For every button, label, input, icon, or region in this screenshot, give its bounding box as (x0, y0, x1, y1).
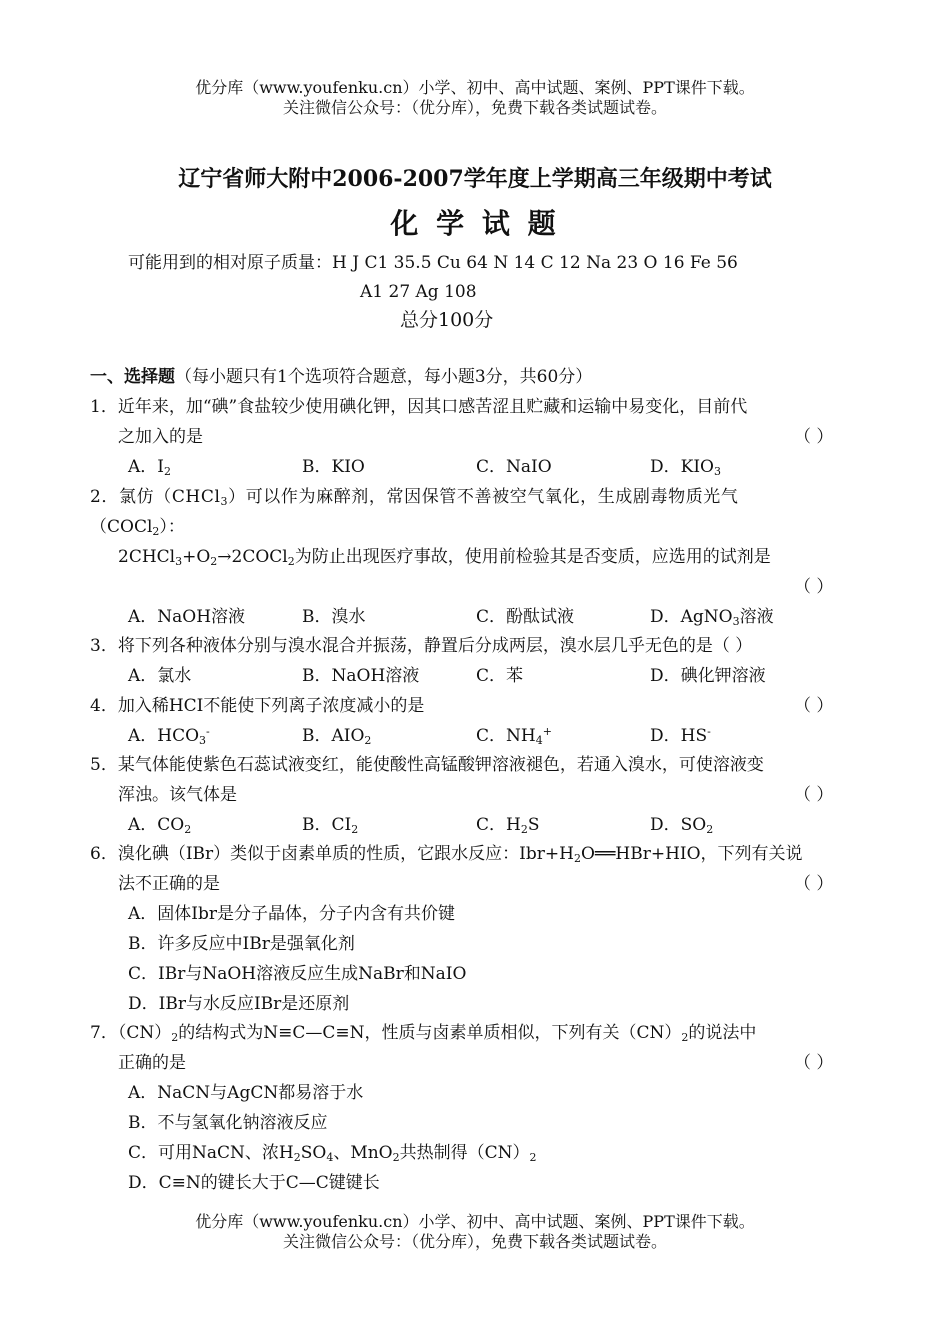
q7-option-a: A．NaCN与AgCN都易溶于水 (128, 1083, 364, 1103)
q6-option-a: A．固体Ibr是分子晶体，分子内含有共价键 (128, 904, 456, 924)
total-score: 总分100分 (400, 309, 494, 331)
q7-option-c: C．可用NaCN、浓$H_2SO_4$、MnO$_2$共热制得$(CN)_2$ (128, 1143, 537, 1164)
q6-line-1: 6．溴化碘（IBr）类似于卤素单质的性质，它跟水反应：$Ibr+H_2O══HBr+HIO$，下列有关说 (90, 844, 803, 865)
footer-line-1: 优分库（www.youfenku.cn）小学、初中、高中试题、案例、PPT课件下载。 (195, 1212, 755, 1231)
q1-answer-blank: （ ） (794, 427, 834, 447)
q7-option-d: D．C≡N的键长大于C—C键键长 (128, 1173, 380, 1193)
q1-option-b: B．KIO (302, 457, 365, 477)
q7-line-1: 7．$(CN)_2$的结构式为N≡C—C≡N，性质与卤素单质相似，下列有关$(CN)_2$的说法中 (90, 1023, 757, 1044)
q2-option-d: D．AgNO$_3$溶液 (650, 607, 774, 628)
q3-line-1: 3．将下列各种液体分别与溴水混合并振荡，静置后分成两层，溴水层几乎无色的是（ ） (90, 636, 753, 656)
q5-option-d: D．$SO_2$ (650, 815, 714, 836)
q6-option-c: C．IBr与NaOH溶液反应生成NaBr和NaIO (128, 964, 467, 984)
q5-line-2: 浑浊。该气体是 (118, 785, 237, 805)
q1-line-1: 1．近年来，加“碘”食盐较少使用碘化钾，因其口感苦涩且贮藏和运输中易变化，目前代 (90, 397, 748, 417)
q4-answer-blank: （ ） (794, 696, 834, 716)
exam-title: 辽宁省师大附中2006-2007学年度上学期高三年级期中考试 (178, 166, 772, 192)
q6-line-2: 法不正确的是 (118, 874, 220, 894)
q5-option-b: B．$CI_2$ (302, 815, 359, 836)
q3-option-c: C．苯 (476, 666, 524, 686)
q6-option-d: D．IBr与水反应IBr是还原剂 (128, 994, 350, 1014)
q4-option-c: C．$NH_4^+$ (476, 725, 552, 747)
subject-title: 化 学 试 题 (390, 207, 560, 240)
header-line-2: 关注微信公众号：（优分库），免费下载各类试题试卷。 (282, 98, 667, 117)
q3-option-a: A．氯水 (128, 666, 192, 686)
q2-option-a: A．NaOH溶液 (128, 607, 246, 627)
q1-option-c: C．NaIO (476, 457, 552, 477)
q5-option-c: C．$H_2S$ (476, 815, 540, 836)
equals-sign: ══ (594, 844, 616, 864)
q7-option-b: B．不与氢氧化钠溶液反应 (128, 1113, 328, 1133)
q5-answer-blank: （ ） (794, 785, 834, 805)
q4-line-1: 4．加入稀HCI不能使下列离子浓度减小的是 (90, 696, 425, 716)
q5-line-1: 5．某气体能使紫色石蕊试液变红，能使酸性高锰酸钾溶液褪色，若通入溴水，可使溶液变 (90, 755, 764, 775)
section-1-heading: 一、选择题（每小题只有1个选项符合题意，每小题3分，共60分） (90, 367, 593, 387)
q1-option-d: D．$KIO_3$ (650, 457, 721, 478)
q1-option-a: A．$I_2$ (128, 457, 171, 478)
q3-option-d: D．碘化钾溶液 (650, 666, 766, 686)
q2-line-1: 2．氯仿（CHCl$_3$）可以作为麻醉剂，常因保管不善被空气氧化，生成剧毒物质光气 (90, 487, 739, 508)
q6-option-b: B．许多反应中IBr是强氧化剂 (128, 934, 355, 954)
q2-option-b: B．溴水 (302, 607, 366, 627)
q5-option-a: A．$CO_2$ (128, 815, 192, 836)
q1-line-2: 之加入的是 (118, 427, 203, 447)
q2-line-2: （COCl$_2$）： (90, 517, 185, 538)
q4-option-a: A．$HCO_3^-$ (128, 725, 210, 747)
q4-option-b: B．$AIO_2$ (302, 726, 372, 747)
q2-answer-blank: （ ） (794, 577, 834, 597)
header-line-1: 优分库（www.youfenku.cn）小学、初中、高中试题、案例、PPT课件下载。 (195, 78, 755, 97)
q2-equation-line: $2CHCl_3+O_2\to 2COCl_2$为防止出现医疗事故，使用前检验其是否变质，应选用的试剂是 (118, 547, 771, 568)
atomic-mass-line-2: A1 27 Ag 108 (360, 282, 477, 302)
q2-option-c: C．酚酞试液 (476, 607, 575, 627)
q7-line-2: 正确的是 (118, 1053, 186, 1073)
q7-answer-blank: （ ） (794, 1053, 834, 1073)
q6-answer-blank: （ ） (794, 874, 834, 894)
atomic-mass-line-1: 可能用到的相对原子质量：H J C1 35.5 Cu 64 N 14 C 12 Na 23 O 16 Fe 56 (128, 253, 738, 273)
q4-option-d: D．HS- (650, 725, 711, 746)
footer-line-2: 关注微信公众号：（优分库），免费下载各类试题试卷。 (282, 1232, 667, 1251)
q3-option-b: B．NaOH溶液 (302, 666, 420, 686)
